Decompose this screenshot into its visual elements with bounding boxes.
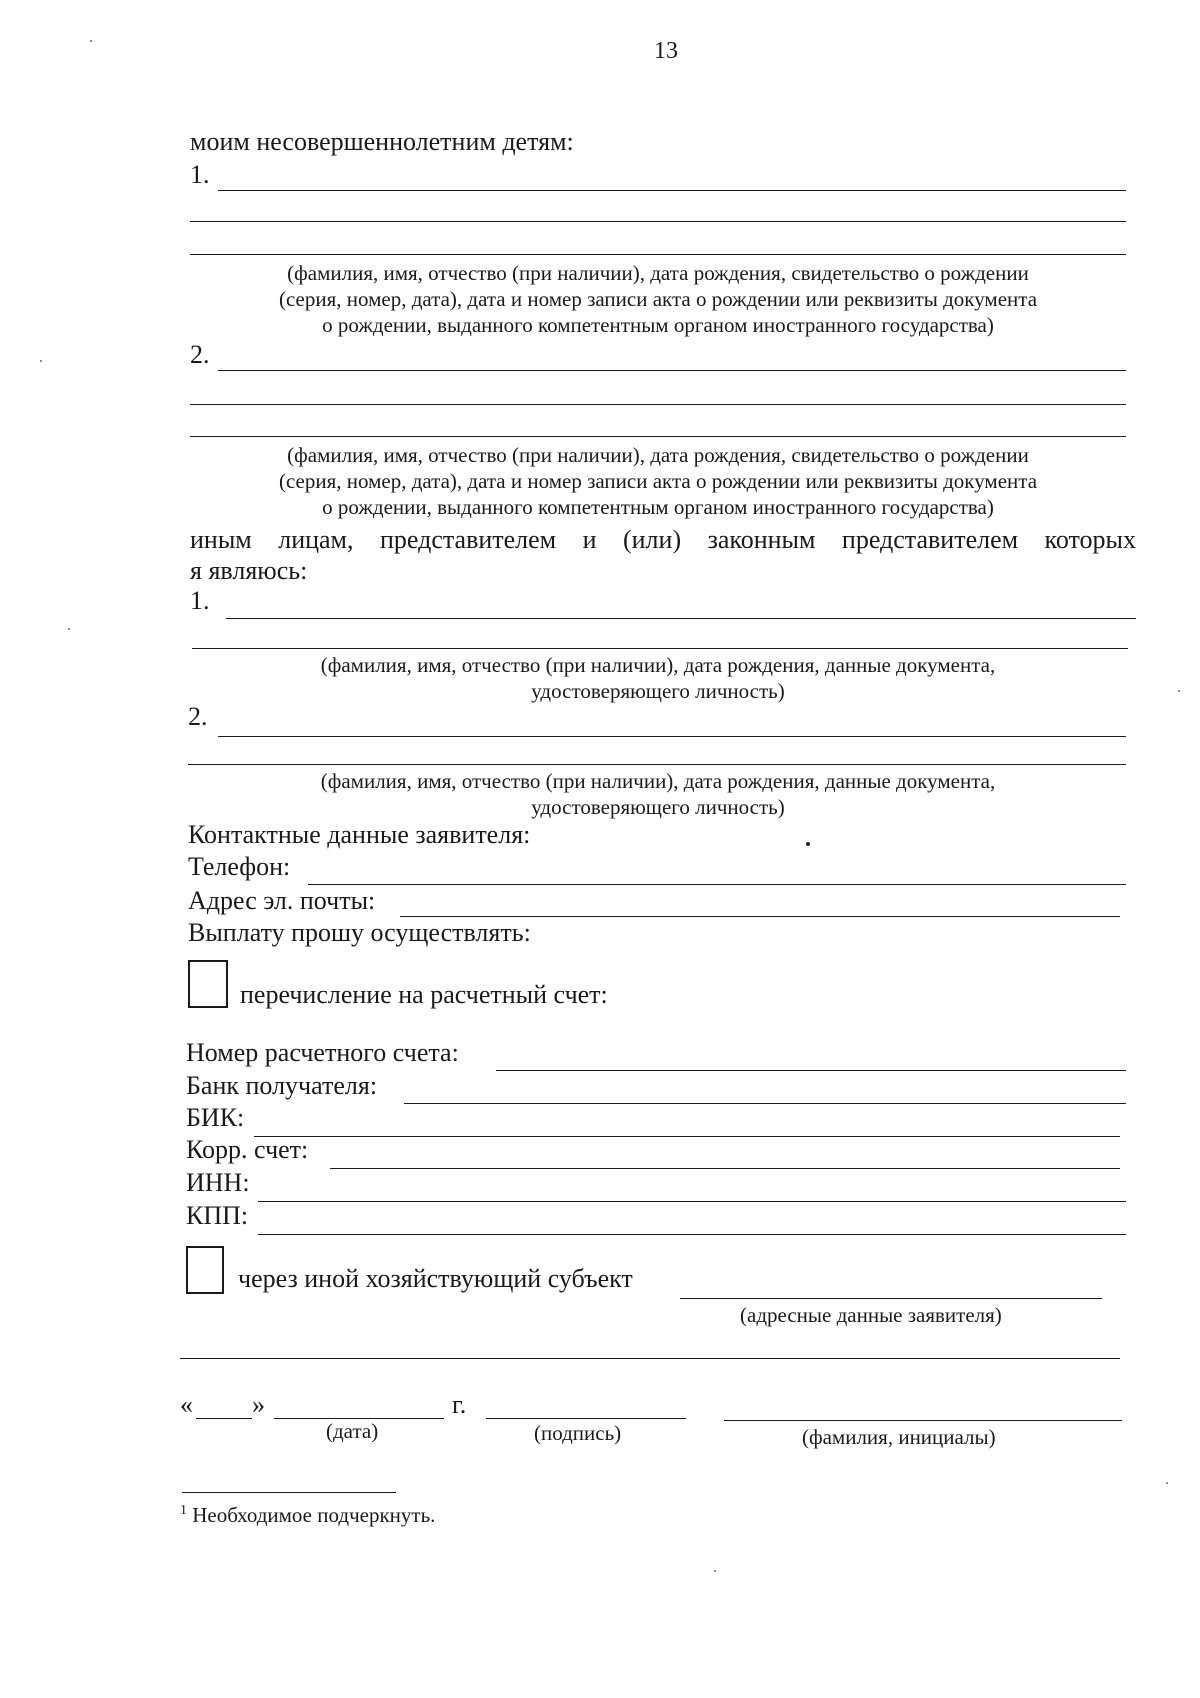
child-2-caption-line-2: (серия, номер, дата), дата и номер записи акта о рождении или реквизиты документа (278, 469, 1038, 493)
inn-field[interactable] (258, 1201, 1126, 1202)
date-quote-close: » (252, 1390, 265, 1419)
child-2-field-line-1[interactable] (218, 370, 1126, 371)
date-day-field[interactable] (196, 1418, 252, 1419)
signature-caption: (подпись) (534, 1421, 622, 1445)
kpp-field[interactable] (258, 1234, 1126, 1235)
child-2-number: 2. (190, 340, 210, 369)
page-number: 13 (654, 38, 678, 64)
bik-label: БИК: (186, 1103, 245, 1132)
other-2-caption (200, 768, 1116, 820)
scan-speck (806, 842, 810, 846)
others-intro-line-2: я являюсь: (190, 556, 308, 585)
scan-speck (90, 40, 92, 42)
other-entity-field[interactable] (680, 1298, 1102, 1299)
corr-account-label: Корр. счет: (186, 1135, 309, 1164)
footnote-marker: 1 (180, 1503, 187, 1518)
other-1-field-line-2[interactable] (192, 648, 1128, 649)
footnote-text: Необходимое подчеркнуть. (192, 1503, 436, 1527)
scan-speck (1178, 690, 1180, 692)
other-1-number: 1. (190, 586, 210, 615)
year-suffix: г. (452, 1390, 467, 1419)
date-caption: (дата) (326, 1419, 379, 1443)
footnote-separator (182, 1492, 396, 1493)
other-2-field-line-2[interactable] (188, 764, 1126, 765)
payment-heading: Выплату прошу осуществлять: (188, 918, 531, 947)
date-quote-open: « (180, 1390, 193, 1419)
corr-account-field[interactable] (330, 1168, 1120, 1169)
child-2-caption-line-1: (фамилия, имя, отчество (при наличии), дата рождения, свидетельство о рождении (287, 443, 1029, 467)
other-entity-caption: (адресные данные заявителя) (740, 1303, 1002, 1327)
name-field[interactable] (724, 1420, 1122, 1421)
child-2-caption-line-3: о рождении, выданного компетентным органом иностранного государства) (322, 495, 994, 519)
child-1-number: 1. (190, 160, 210, 189)
child-1-field-line-2[interactable] (190, 221, 1126, 222)
other-entity-checkbox[interactable] (186, 1246, 224, 1294)
other-1-caption-line-1: (фамилия, имя, отчество (при наличии), дата рождения, данные документа, (320, 653, 996, 677)
scan-speck (1166, 1482, 1168, 1484)
bank-field[interactable] (404, 1103, 1126, 1104)
other-entity-field-line-2[interactable] (180, 1358, 1120, 1359)
email-field[interactable] (400, 916, 1120, 917)
other-entity-label: через иной хозяйствующий субъект (238, 1264, 633, 1293)
child-1-caption-line-1: (фамилия, имя, отчество (при наличии), дата рождения, свидетельство о рождении (287, 261, 1029, 285)
account-transfer-label: перечисление на расчетный счет: (240, 980, 608, 1009)
other-2-caption-line-2: удостоверяющего личность) (531, 795, 785, 819)
other-1-field-line-1[interactable] (226, 618, 1136, 619)
child-1-caption (200, 260, 1116, 338)
other-1-caption (200, 652, 1116, 704)
child-2-field-line-3[interactable] (190, 436, 1126, 437)
child-2-caption (200, 442, 1116, 520)
scan-speck (714, 1570, 716, 1572)
child-1-field-line-3[interactable] (190, 254, 1126, 255)
child-1-caption-line-3: о рождении, выданного компетентным органом иностранного государства) (322, 313, 994, 337)
email-label: Адрес эл. почты: (188, 886, 376, 915)
phone-label: Телефон: (188, 852, 291, 881)
bik-field[interactable] (254, 1136, 1120, 1137)
inn-label: ИНН: (186, 1168, 250, 1197)
other-2-number: 2. (188, 702, 208, 731)
children-intro: моим несовершеннолетним детям: (190, 127, 574, 156)
scan-speck (40, 360, 42, 362)
other-1-caption-line-2: удостоверяющего личность) (531, 679, 785, 703)
footnote (180, 1498, 435, 1528)
other-2-caption-line-1: (фамилия, имя, отчество (при наличии), дата рождения, данные документа, (320, 769, 996, 793)
signature-field[interactable] (486, 1418, 686, 1419)
child-2-field-line-2[interactable] (190, 404, 1126, 405)
account-number-label: Номер расчетного счета: (186, 1038, 459, 1067)
others-intro-line-1: иным лицам, представителем и (или) законным представителем которых (190, 525, 1136, 554)
account-transfer-checkbox[interactable] (188, 960, 228, 1008)
phone-field[interactable] (308, 884, 1126, 885)
scan-speck (68, 628, 70, 630)
account-number-field[interactable] (496, 1070, 1126, 1071)
bank-label: Банк получателя: (186, 1071, 378, 1100)
contacts-heading: Контактные данные заявителя: (188, 820, 531, 849)
name-caption: (фамилия, инициалы) (802, 1425, 996, 1449)
kpp-label: КПП: (186, 1201, 249, 1230)
child-1-caption-line-2: (серия, номер, дата), дата и номер записи акта о рождении или реквизиты документа (278, 287, 1038, 311)
other-2-field-line-1[interactable] (218, 736, 1126, 737)
child-1-field-line-1[interactable] (218, 190, 1126, 191)
